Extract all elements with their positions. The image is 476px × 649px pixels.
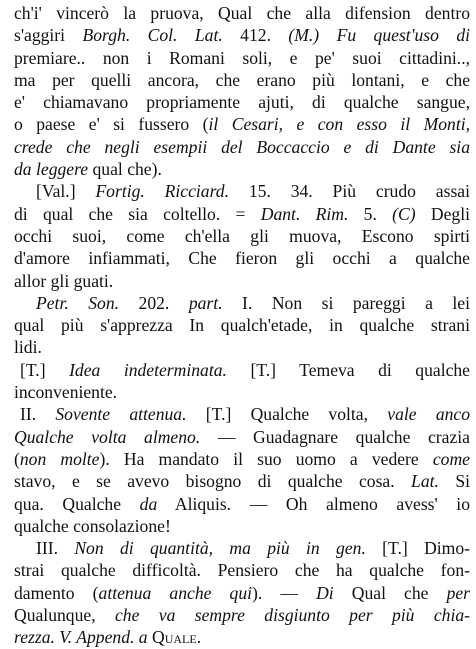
text-line xyxy=(14,381,470,403)
italic-segment: Sovente attenua. xyxy=(55,404,187,425)
text-line xyxy=(14,2,470,24)
text-segment: [T.] xyxy=(20,359,70,380)
text-segment: inconveniente. xyxy=(14,382,118,403)
text-line xyxy=(14,292,470,314)
italic-segment: (M.) Fu quest'uso di xyxy=(288,25,470,46)
text-segment: [T.] Qualche volta, xyxy=(186,404,388,425)
italic-segment: Fortig. Ricciard. xyxy=(95,181,229,202)
text-segment: . xyxy=(196,627,202,648)
text-segment: ( xyxy=(14,448,20,469)
text-line xyxy=(14,91,470,113)
text-segment: II. xyxy=(20,404,56,425)
text-line xyxy=(14,470,470,492)
text-segment: d'amore infiammati, Che fieron gli occhi a qualche xyxy=(14,248,470,269)
text-line xyxy=(14,24,470,46)
text-segment: e' chiamavano propriamente ajuti, di qualche sangue, xyxy=(14,92,470,113)
text-segment: damento ( xyxy=(14,582,99,603)
text-line xyxy=(14,359,470,381)
text-line xyxy=(14,113,470,135)
text-segment: s'aggiri xyxy=(14,25,83,46)
text-segment: Aliquis. — Oh almeno avess' io xyxy=(157,493,470,514)
text-segment: Si xyxy=(438,471,470,492)
text-line xyxy=(14,426,470,448)
text-segment: Qualunque, xyxy=(14,605,115,626)
text-line xyxy=(14,180,470,202)
text-line xyxy=(14,626,470,648)
italic-segment: che va sempre disgiunto per più chia- xyxy=(114,605,470,626)
text-line xyxy=(14,515,470,537)
italic-segment: crede che negli esempii del Boccaccio e di Dante sia xyxy=(14,136,470,157)
italic-segment: Dant. Rim. xyxy=(260,203,349,224)
text-segment: I. Non si pareggi a lei xyxy=(222,292,470,313)
text-segment: ch'i' vincerò la pruova, Qual che alla difension dentro xyxy=(14,3,470,23)
text-line xyxy=(14,559,470,581)
text-segment: o paese e' si fussero ( xyxy=(14,114,209,135)
text-segment: ). Ha mandato il suo uomo a vedere xyxy=(99,448,433,469)
text-segment: [T.] Dimo- xyxy=(365,538,470,559)
text-segment: allor gli guati. xyxy=(14,270,114,291)
text-segment: qua. Qualche xyxy=(14,493,140,514)
text-segment: Degli xyxy=(415,203,470,224)
text-segment: occhi suoi, come ch'ella gli muova, Escono spirti xyxy=(14,225,470,246)
italic-segment: Petr. Son. xyxy=(36,292,120,313)
text-line xyxy=(14,537,470,559)
italic-segment: Idea indeterminata. xyxy=(69,359,227,380)
text-line xyxy=(14,336,470,358)
italic-segment: non molte xyxy=(19,448,100,469)
italic-segment: part. xyxy=(188,292,223,313)
text-line xyxy=(14,69,470,91)
text-segment: 5. xyxy=(348,203,393,224)
text-line xyxy=(14,403,470,425)
italic-segment: da leggere xyxy=(14,159,89,180)
text-segment: [T.] Temeva di qualche xyxy=(226,359,470,380)
text-segment: ). — xyxy=(252,582,317,603)
italic-segment: (C) xyxy=(392,203,416,224)
text-segment: ma per quelli ancora, che erano più lontani, e che xyxy=(14,69,470,90)
italic-segment: Qualche volta almeno. xyxy=(14,426,201,447)
text-line xyxy=(14,270,470,292)
text-segment: premiare.. non i Romani soli, e pe' suoi cittadini.., xyxy=(14,47,470,68)
italic-segment: il Cesari, e con esso il Monti, xyxy=(208,114,470,135)
text-segment: stavo, e se avevo bisogno di qualche cosa. xyxy=(14,471,412,492)
text-line xyxy=(14,136,470,158)
italic-segment: Non di quantità, ma più in gen. xyxy=(74,538,366,559)
text-segment: Qual che xyxy=(333,582,447,603)
text-line xyxy=(14,314,470,336)
text-line xyxy=(14,247,470,269)
text-line xyxy=(14,225,470,247)
text-segment: 412. xyxy=(222,25,289,46)
text-segment: 15. 34. Più crudo assai xyxy=(229,181,470,202)
text-segment: Quale xyxy=(152,627,197,648)
text-line xyxy=(14,158,470,180)
text-segment: III. xyxy=(36,538,75,559)
italic-segment: come xyxy=(432,448,470,469)
text-segment: — Guadagnare qualche crazia xyxy=(200,426,470,447)
text-segment: qual più s'apprezza In qualch'etade, in qualche strani xyxy=(14,315,470,336)
italic-segment: Borgh. Col. Lat. xyxy=(82,25,223,46)
text-line xyxy=(14,47,470,69)
text-segment: qual che). xyxy=(88,159,162,180)
text-segment: strai qualche difficoltà. Pensiero che ha qualche fon- xyxy=(14,560,470,581)
text-line xyxy=(14,604,470,626)
italic-segment: attenua anche qui xyxy=(98,582,253,603)
text-line xyxy=(14,203,470,225)
italic-segment: Di xyxy=(316,582,334,603)
text-segment: 202. xyxy=(119,292,189,313)
text-segment: [Val.] xyxy=(36,181,96,202)
italic-segment: per xyxy=(446,582,470,603)
text-line xyxy=(14,448,470,470)
italic-segment: da xyxy=(139,493,158,514)
italic-segment: rezza. V. Append. a xyxy=(14,627,148,648)
text-line xyxy=(14,582,470,604)
text-segment: qualche consolazione! xyxy=(14,515,171,536)
text-segment: di qual che sia coltello. = xyxy=(14,203,261,224)
italic-segment: vale anco xyxy=(387,404,470,425)
italic-segment: Lat. xyxy=(411,471,439,492)
text-line xyxy=(14,493,470,515)
text-segment: lidi. xyxy=(14,337,42,358)
